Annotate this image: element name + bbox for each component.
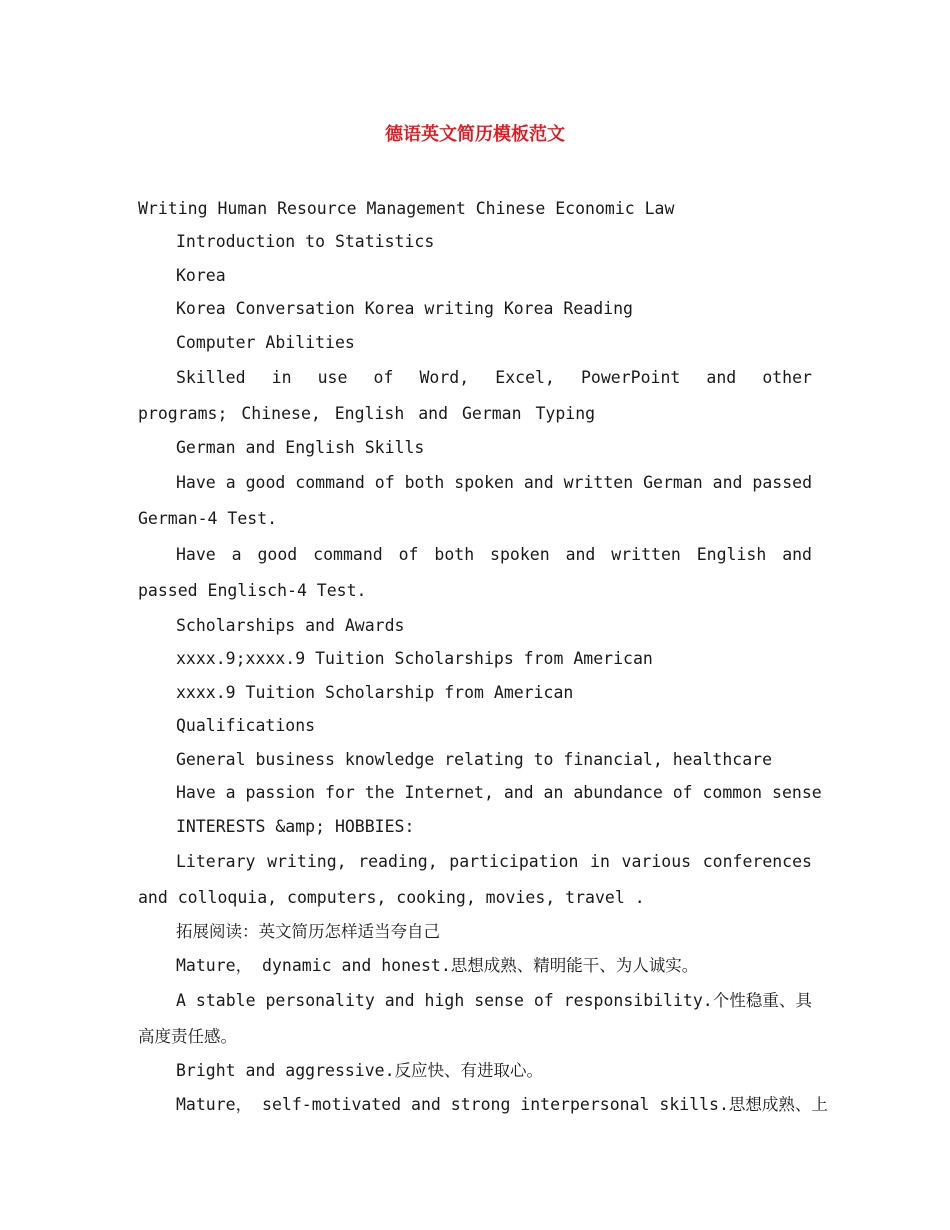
paragraph-german-skill: Have a good command of both spoken and written German and passed German-4 Test. bbox=[138, 473, 812, 528]
heading-qualifications: Qualifications bbox=[176, 716, 316, 736]
paragraph-korea: Korea bbox=[176, 265, 226, 285]
paragraph-scholarship-2: xxxx.9 Tuition Scholarship from American bbox=[176, 682, 574, 702]
paragraph-english-skill: Have a good command of both spoken and written English and passed Englisch-4 Test. bbox=[138, 545, 812, 600]
heading-scholarships: Scholarships and Awards bbox=[176, 615, 405, 635]
paragraph-korea-courses: Korea Conversation Korea writing Korea Reading bbox=[176, 299, 633, 319]
paragraph-bright-aggressive: Bright and aggressive.反应快、有进取心。 bbox=[176, 1061, 544, 1081]
heading-computer-abilities: Computer Abilities bbox=[176, 332, 355, 352]
paragraph-computer-skills: Skilled in use of Word, Excel, PowerPoint and other programs; Chinese, English and German Typing bbox=[138, 367, 812, 423]
paragraph-courses: Writing Human Resource Management Chinese Economic Law bbox=[138, 198, 675, 218]
document-body bbox=[138, 192, 828, 1122]
paragraph-qualification-1: General business knowledge relating to financial, healthcare bbox=[176, 749, 773, 769]
paragraph-self-motivated: Mature， self-motivated and strong interpersonal skills.思想成熟、上 bbox=[176, 1094, 828, 1114]
paragraph-scholarship-1: xxxx.9;xxxx.9 Tuition Scholarships from American bbox=[176, 649, 653, 669]
heading-interests: INTERESTS &amp; HOBBIES: bbox=[176, 816, 415, 836]
document-title: 德语英文简历模板范文 bbox=[385, 124, 565, 145]
heading-language-skills: German and English Skills bbox=[176, 438, 425, 458]
paragraph-interests: Literary writing, reading, participation in various conferences and colloquia, computers, cooking, movies, travel . bbox=[138, 851, 812, 907]
paragraph-mature-dynamic: Mature， dynamic and honest.思想成熟、精明能干、为人诚实。 bbox=[176, 955, 699, 975]
paragraph-stable-personality: A stable personality and high sense of responsibility.个性稳重、具高度责任感。 bbox=[138, 990, 812, 1046]
paragraph-statistics: Introduction to Statistics bbox=[176, 232, 435, 252]
heading-extended-reading: 拓展阅读：英文简历怎样适当夸自己 bbox=[176, 922, 440, 942]
paragraph-qualification-2: Have a passion for the Internet, and an abundance of common sense bbox=[176, 783, 822, 803]
